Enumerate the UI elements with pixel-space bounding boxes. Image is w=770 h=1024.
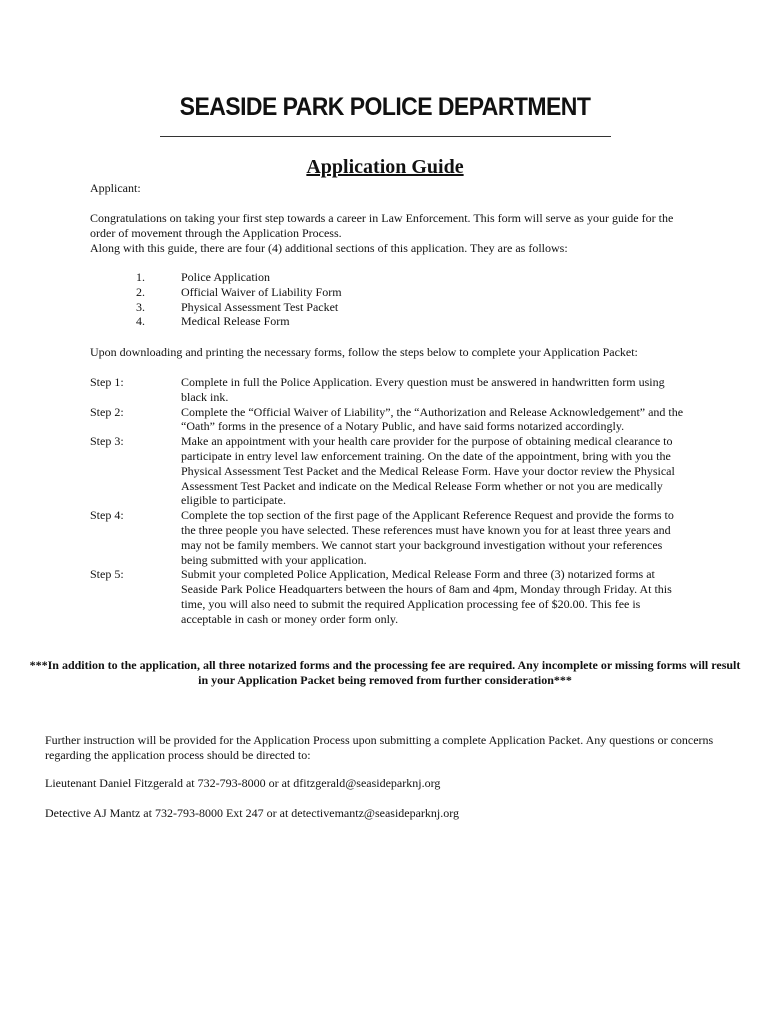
guide-title: Application Guide [306,156,464,178]
step-item [90,405,690,435]
list-item-label: Physical Assessment Test Packet [181,299,339,314]
step-label: Step 2: [90,404,124,419]
list-item-label: Official Waiver of Liability Form [181,284,342,299]
step-item [90,567,690,626]
list-item-number: 3. [136,299,145,314]
contact-detective: Detective AJ Mantz at 732-793-8000 Ext 247 or at detectivemantz@seasideparknj.org [45,806,460,820]
step-item [90,508,690,567]
list-item-number: 1. [136,270,145,284]
intro-line-1: Congratulations on taking your first step towards a career in Law Enforcement. This form will serve as your guide for the order of movement through the Application Process. [90,211,674,240]
title-divider [160,136,611,137]
step-text: Complete the “Official Waiver of Liability”, the “Authorization and Release Acknowledgement” and the “Oath” forms in the presence of a Notary Public, and have said forms notarized accordingly. [181,404,684,434]
requirements-notice: ***In addition to the application, all three notarized forms and the processing fee are required. Any incomplete or missing forms will result in your Application Packet being removed from further consideration*** [29,658,741,687]
department-title: SEASIDE PARK POLICE DEPARTMENT [179,93,591,121]
list-item-number: 4. [136,314,145,329]
intro-paragraph [90,211,690,255]
steps-list [90,375,690,627]
contact-lieutenant: Lieutenant Daniel Fitzgerald at 732-793-8000 or at dfitzgerald@seasideparknj.org [45,776,441,790]
list-item-label: Police Application [181,270,270,284]
instructions-text: Upon downloading and printing the necessary forms, follow the steps below to complete your Application Packet: [90,345,638,359]
step-text: Complete in full the Police Application. Every question must be answered in handwritten form using black ink. [181,375,665,404]
list-item-number: 2. [136,284,145,299]
step-item [90,434,690,508]
further-instructions: Further instruction will be provided for the Application Process upon submitting a complete Application Packet. Any questions or concerns regarding the application process should be directed to: [45,733,714,762]
list-item-label: Medical Release Form [181,314,290,329]
salutation: Applicant: [90,181,141,195]
step-text: Submit your completed Police Application, Medical Release Form and three (3) notarized forms at Seaside Park Police Headquarters between the hours of 8am and 4pm, Monday through Friday. At this time, you will also need to submit the required Application processing fee of $20.00. This fee is acceptable in cash or money order form only. [181,567,672,626]
step-text: Make an appointment with your health care provider for the purpose of obtaining medical clearance to participate in entry level law enforcement training. On the date of the appointment, bring with you the Physical Assessment Test Packet and the Medical Release Form. Have your doctor review the Physical Assessment Test Packet and indicate on the Medical Release Form whether or not you are medically eligible to participate. [181,434,675,508]
step-label: Step 5: [90,567,124,582]
step-label: Step 3: [90,434,124,449]
intro-line-2: Along with this guide, there are four (4) additional sections of this application. They are as follows: [90,240,568,255]
step-label: Step 1: [90,375,124,389]
step-text: Complete the top section of the first page of the Applicant Reference Request and provide the forms to the three people you have selected. These references must have known you for at least three years and may not be family members. We cannot start your background investigation without your references being submitted with your application. [181,508,674,567]
step-label: Step 4: [90,508,124,523]
step-item [90,375,690,405]
